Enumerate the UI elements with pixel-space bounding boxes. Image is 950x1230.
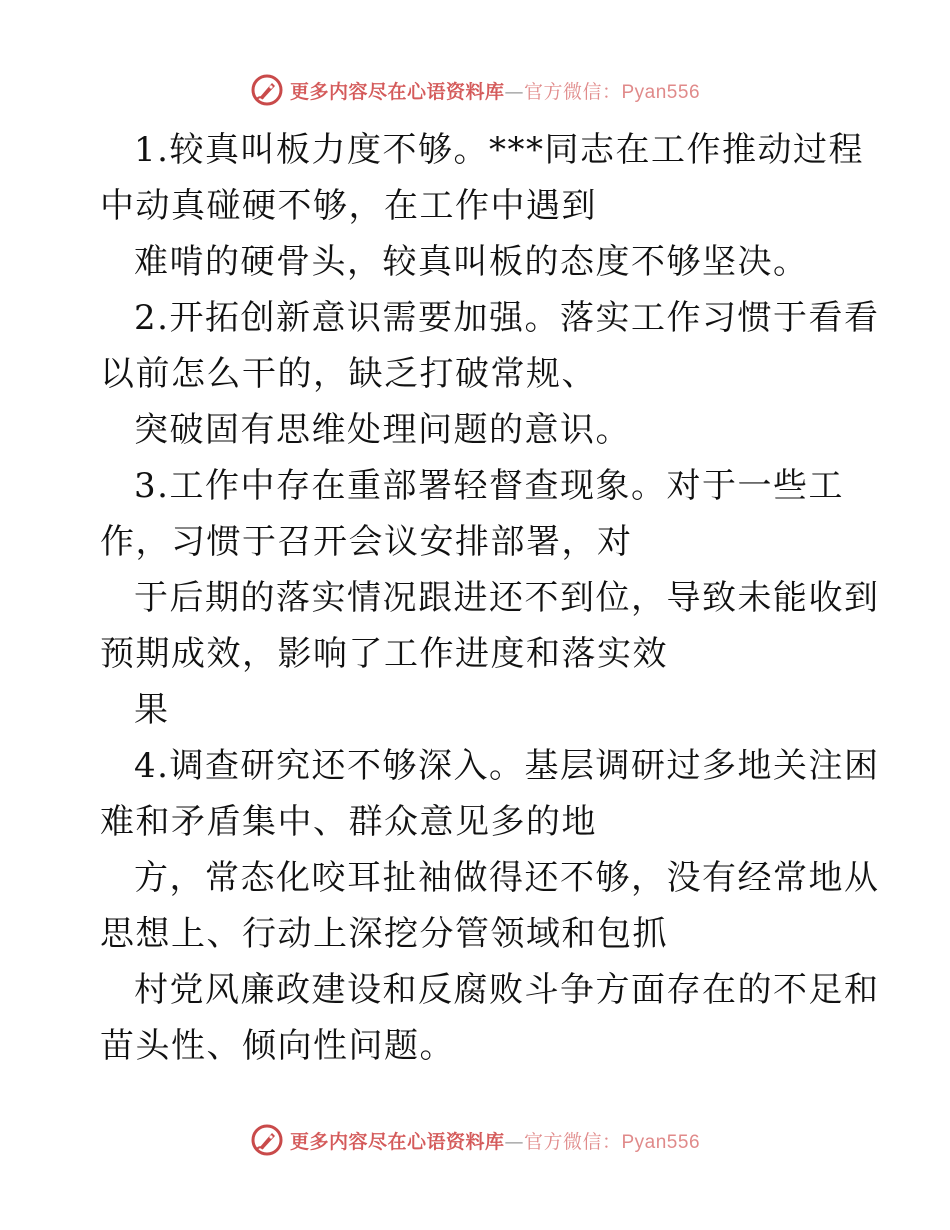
watermark-official-text: 官方微信： <box>523 80 622 103</box>
body-line: 难和矛盾集中、群众意见多的地 <box>100 802 597 842</box>
watermark-site-text: 更多内容尽在心语资料库 <box>289 80 505 103</box>
body-line: 预期成效，影响了工作进度和落实效 <box>100 634 668 674</box>
body-line: 1.较真叫板力度不够。***同志在工作推动过程 <box>134 130 864 170</box>
watermark-dash: — <box>504 1130 524 1153</box>
watermark-wechat-id: Pyan556 <box>621 81 701 103</box>
body-line: 以前怎么干的，缺乏打破常规、 <box>100 354 597 394</box>
pen-nib-logo-icon <box>250 73 284 107</box>
document-body <box>100 122 880 1074</box>
pen-nib-logo-icon <box>250 1123 284 1157</box>
footer-watermark <box>0 1120 950 1160</box>
body-line: 4.调查研究还不够深入。基层调研过多地关注困 <box>134 746 880 786</box>
watermark-site-text: 更多内容尽在心语资料库 <box>289 1130 505 1153</box>
body-line: 于后期的落实情况跟进还不到位，导致未能收到 <box>134 578 880 618</box>
body-line: 突破固有思维处理问题的意识。 <box>134 410 631 450</box>
body-line: 方，常态化咬耳扯袖做得还不够，没有经常地从 <box>134 858 880 898</box>
watermark-official-text: 官方微信： <box>523 1130 622 1153</box>
watermark-dash: — <box>504 80 524 103</box>
body-line: 村党风廉政建设和反腐败斗争方面存在的不足和 <box>134 970 880 1010</box>
body-line: 3.工作中存在重部署轻督查现象。对于一些工 <box>134 466 844 506</box>
body-line: 果 <box>134 690 170 730</box>
header-watermark <box>0 70 950 110</box>
body-line: 思想上、行动上深挖分管领域和包抓 <box>100 914 668 954</box>
body-line: 中动真碰硬不够，在工作中遇到 <box>100 186 597 226</box>
watermark-text <box>290 77 700 104</box>
watermark-wechat-id: Pyan556 <box>621 1131 701 1153</box>
body-line: 作，习惯于召开会议安排部署，对 <box>100 522 633 562</box>
body-line: 2.开拓创新意识需要加强。落实工作习惯于看看 <box>134 298 880 338</box>
body-line: 难啃的硬骨头，较真叫板的态度不够坚决。 <box>134 242 809 282</box>
body-line: 苗头性、倾向性问题。 <box>100 1026 455 1066</box>
watermark-text <box>290 1127 700 1154</box>
